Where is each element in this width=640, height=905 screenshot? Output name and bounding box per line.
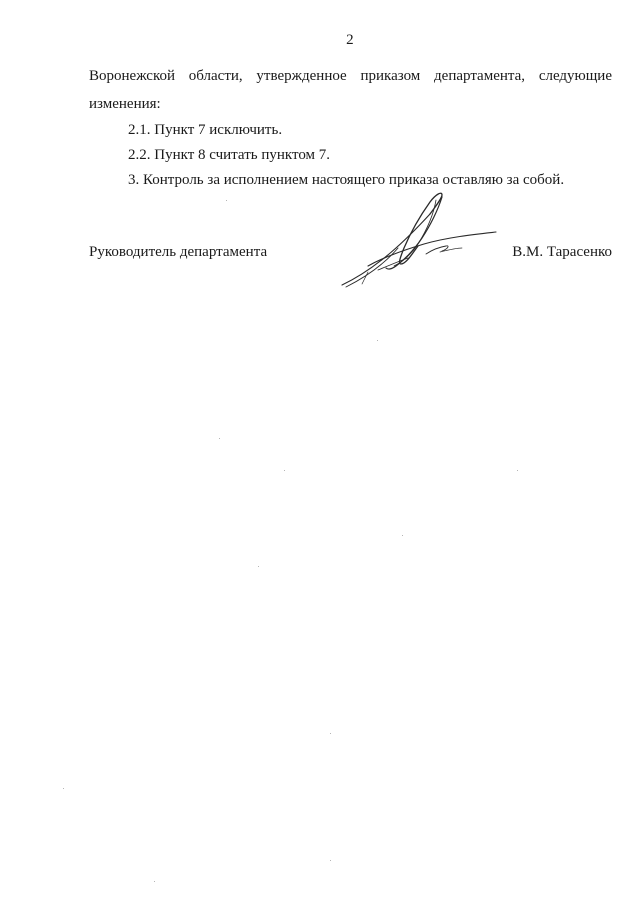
scan-speck [517,470,518,471]
list-item-3: 3. Контроль за исполнением настоящего приказа оставляю за собой. [128,172,565,188]
intro-paragraph: Воронежской области, утвержденное приказом департамента, следующие изменения: [89,68,612,112]
scan-speck [154,881,155,882]
scan-speck [402,535,403,536]
scan-speck [330,860,331,861]
scan-speck [330,733,331,734]
list-item-2-1: 2.1. Пункт 7 исключить. [128,122,283,138]
signer-position-title: Руководитель департамента [89,244,268,260]
scan-speck [377,340,378,341]
signer-name: В.М. Тарасенко [512,244,612,260]
page-number: 2 [346,32,354,48]
scan-speck [226,200,227,201]
scan-speck [258,566,259,567]
handwritten-signature [338,188,508,293]
list-item-2-2: 2.2. Пункт 8 считать пунктом 7. [128,147,331,163]
scan-speck [219,438,220,439]
scan-speck [63,788,64,789]
scan-speck [284,470,285,471]
